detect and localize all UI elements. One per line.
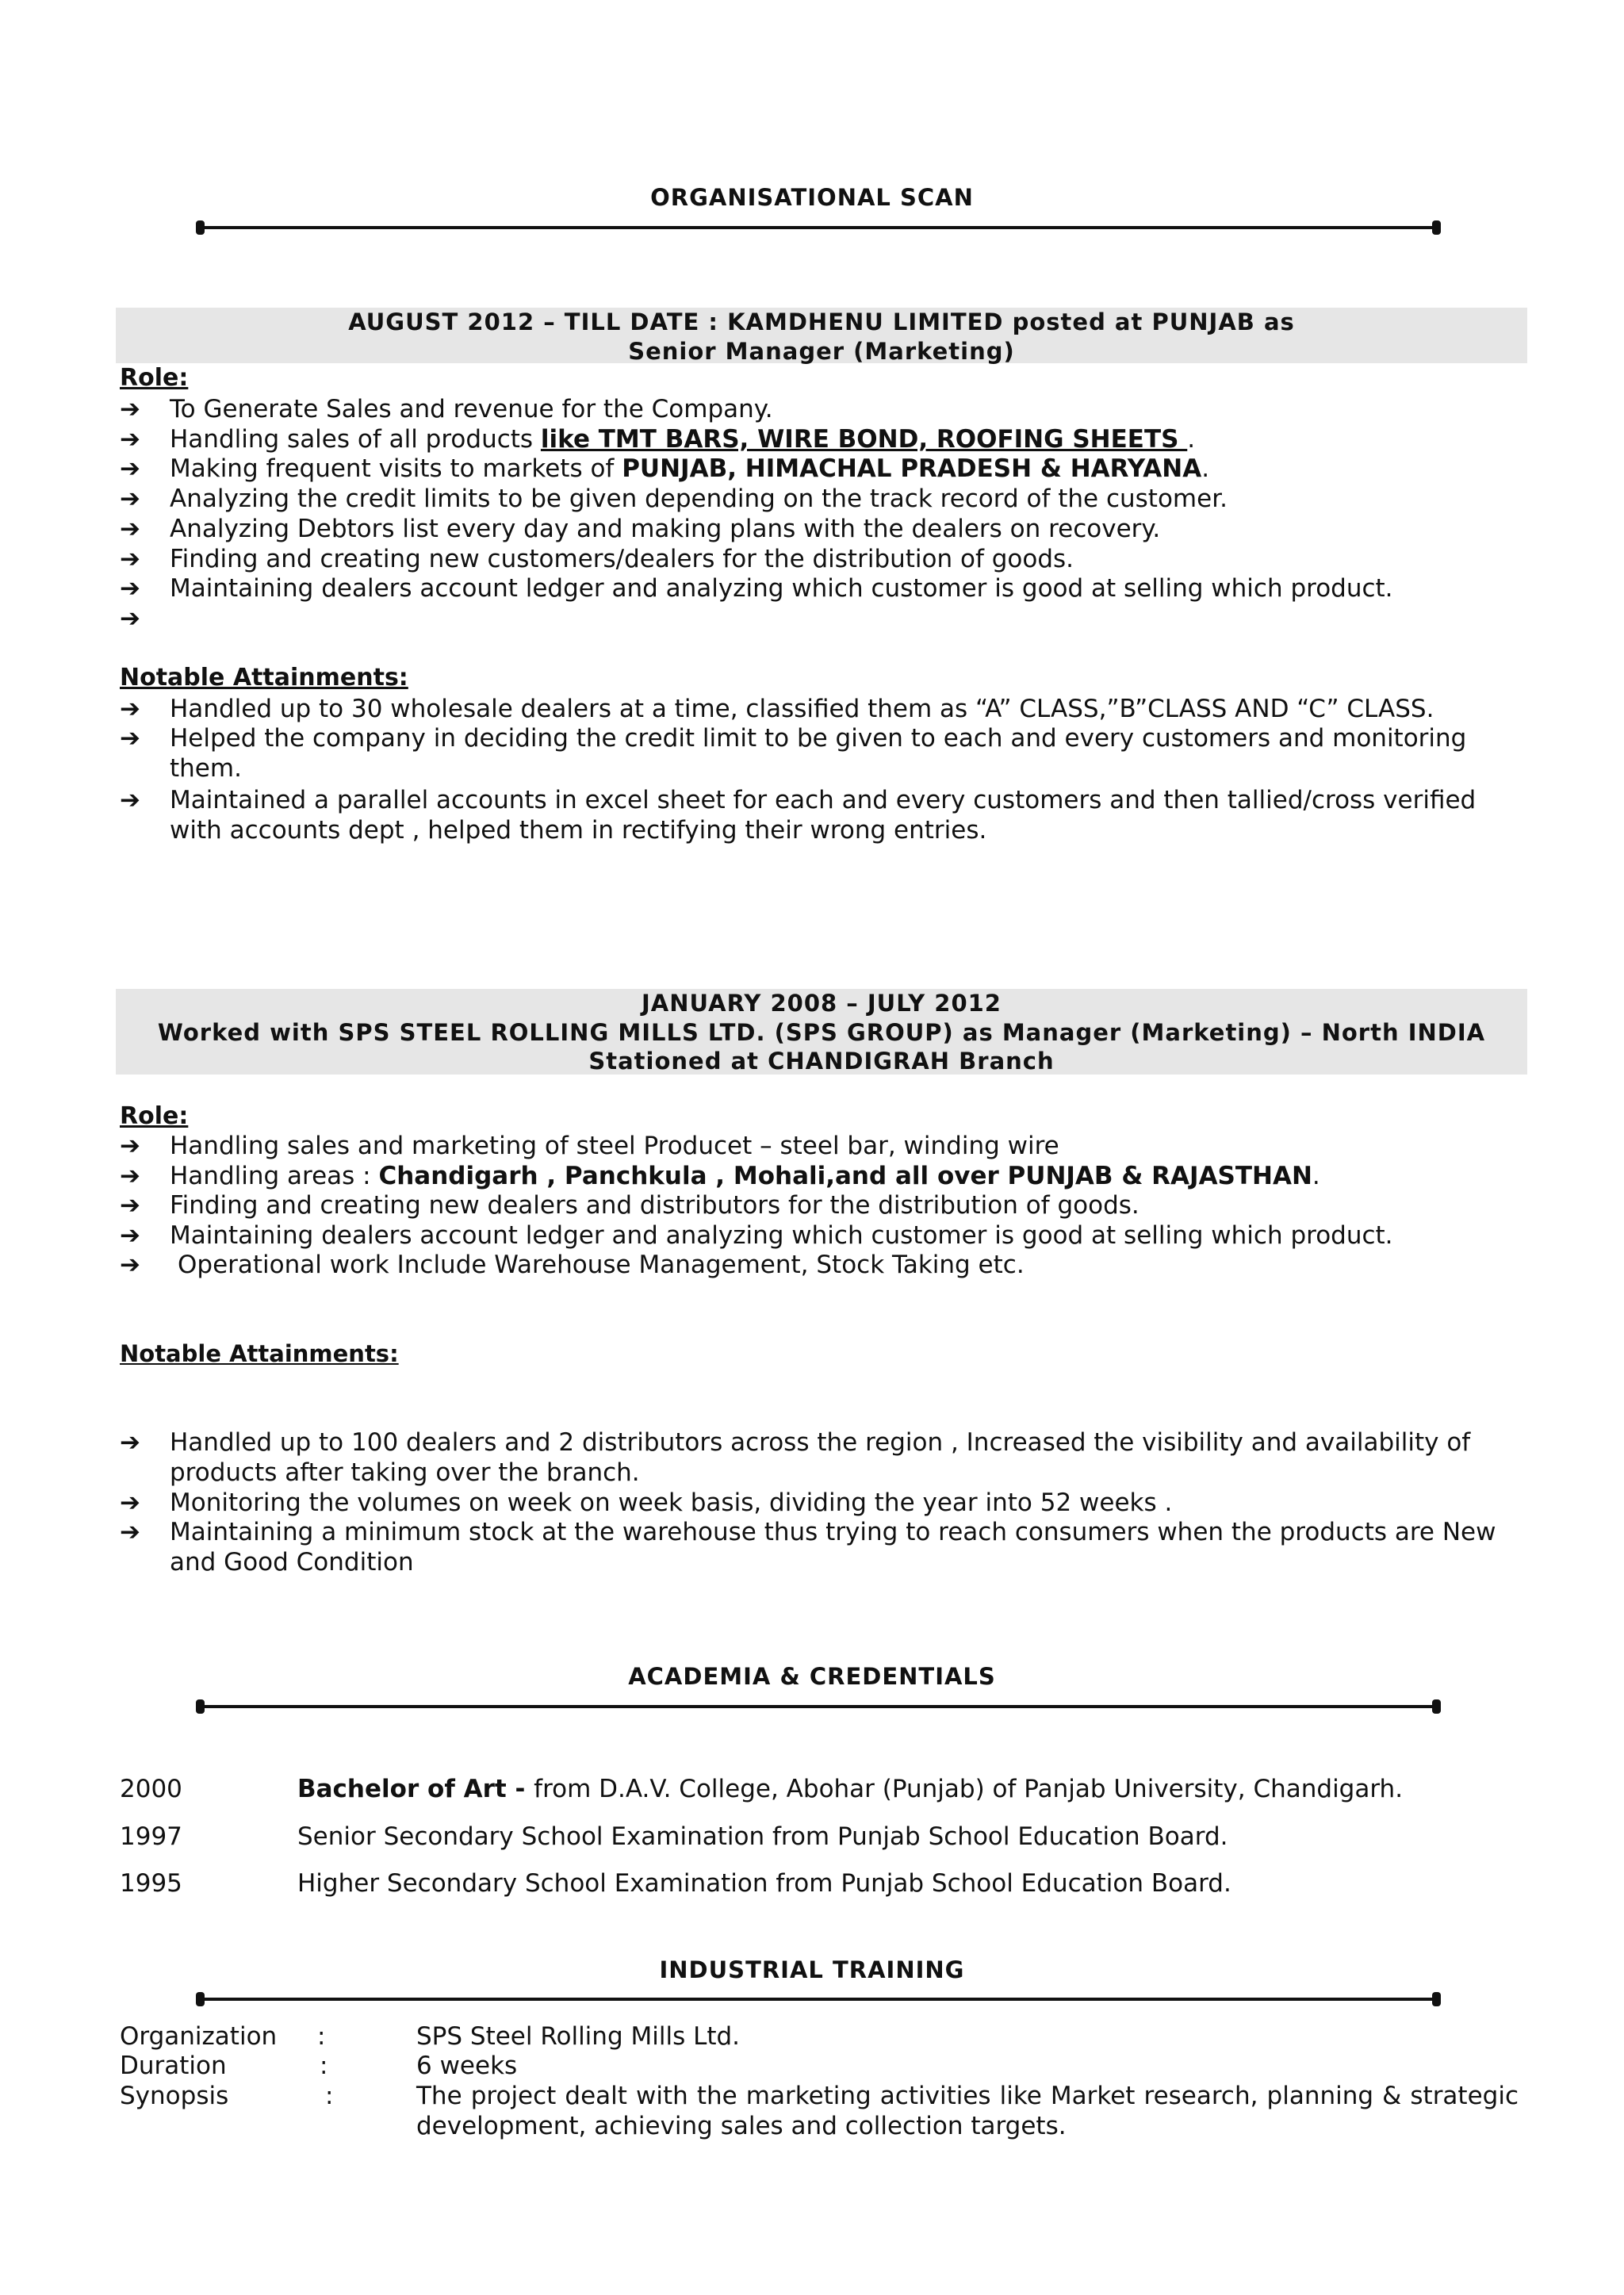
attainments-heading: Notable Attainments: bbox=[120, 1340, 399, 1367]
list-item: ➔ Maintaining dealers account ledger and analyzing which customer is good at selling which product. bbox=[120, 574, 1393, 603]
training-label: Synopsis bbox=[120, 2082, 229, 2110]
list-item: ➔ Handled up to 30 wholesale dealers at a time, classified them as “A” CLASS,”B”CLASS AND “C” CLASS. bbox=[120, 695, 1434, 723]
list-item: ➔ Helped the company in deciding the credit limit to be given to each and every customers and monitoring them. bbox=[120, 724, 1467, 783]
arrow-right-icon: ➔ bbox=[120, 545, 140, 573]
arrow-right-icon: ➔ bbox=[120, 786, 140, 814]
list-item: ➔ Maintained a parallel accounts in excel sheet for each and every customers and then tallied/cross verified with accounts dept , helped them in rectifying their wrong entries. bbox=[120, 786, 1477, 845]
edu-detail: Higher Secondary School Examination from Punjab School Education Board. bbox=[297, 1869, 1231, 1898]
section-title-organisational-scan: ORGANISATIONAL SCAN bbox=[650, 184, 974, 211]
list-item: ➔ Analyzing Debtors list every day and making plans with the dealers on recovery. bbox=[120, 515, 1161, 543]
list-item: ➔ Finding and creating new dealers and distributors for the distribution of goods. bbox=[120, 1191, 1139, 1220]
list-item: ➔ Making frequent visits to markets of PUNJAB, HIMACHAL PRADESH & HARYANA. bbox=[120, 454, 1210, 483]
arrow-right-icon: ➔ bbox=[120, 1251, 140, 1279]
job1-title-line1: AUGUST 2012 – TILL DATE : KAMDHENU LIMITED posted at PUNJAB as bbox=[348, 308, 1295, 335]
training-sep: : bbox=[325, 2082, 334, 2110]
arrow-right-icon: ➔ bbox=[120, 724, 140, 753]
section-title-training: INDUSTRIAL TRAINING bbox=[659, 1956, 965, 1983]
list-item: ➔ Finding and creating new customers/dealers for the distribution of goods. bbox=[120, 545, 1074, 573]
arrow-right-icon: ➔ bbox=[120, 1518, 140, 1546]
list-item: ➔ Monitoring the volumes on week on week basis, dividing the year into 52 weeks . bbox=[120, 1488, 1173, 1517]
edu-year: 1995 bbox=[120, 1869, 182, 1898]
list-item: ➔ Handled up to 100 dealers and 2 distributors across the region , Increased the visibility and availability of products after taking over the branch. bbox=[120, 1428, 1471, 1487]
job1-title-line2: Senior Manager (Marketing) bbox=[628, 338, 1015, 365]
list-item: ➔ Handling areas : Chandigarh , Panchkula , Mohali,and all over PUNJAB & RAJASTHAN. bbox=[120, 1162, 1320, 1190]
arrow-right-icon: ➔ bbox=[120, 1488, 140, 1517]
arrow-right-icon: ➔ bbox=[120, 1191, 140, 1220]
arrow-right-icon: ➔ bbox=[120, 515, 140, 543]
job2-title-line1: JANUARY 2008 – JULY 2012 bbox=[642, 990, 1002, 1017]
arrow-right-icon: ➔ bbox=[120, 425, 140, 454]
list-item: ➔ To Generate Sales and revenue for the Company. bbox=[120, 395, 773, 423]
list-item: ➔ Analyzing the credit limits to be given depending on the track record of the customer. bbox=[120, 485, 1228, 513]
list-item: ➔ Operational work Include Warehouse Management, Stock Taking etc. bbox=[120, 1251, 1025, 1279]
edu-year: 2000 bbox=[120, 1775, 182, 1803]
list-item: ➔ Handling sales of all products like TMT BARS, WIRE BOND, ROOFING SHEETS . bbox=[120, 425, 1196, 454]
section-title-academia: ACADEMIA & CREDENTIALS bbox=[628, 1663, 996, 1690]
section-divider bbox=[201, 1998, 1436, 2001]
list-item: ➔ Maintaining a minimum stock at the warehouse thus trying to reach consumers when the products are New and Good Condition bbox=[120, 1518, 1496, 1577]
arrow-right-icon: ➔ bbox=[120, 1132, 140, 1160]
arrow-right-icon: ➔ bbox=[120, 1221, 140, 1250]
arrow-right-icon: ➔ bbox=[120, 574, 140, 603]
section-divider bbox=[201, 226, 1436, 229]
list-item: ➔ Maintaining dealers account ledger and analyzing which customer is good at selling which product. bbox=[120, 1221, 1393, 1250]
edu-detail: Senior Secondary School Examination from Punjab School Education Board. bbox=[297, 1822, 1228, 1851]
training-label: Duration bbox=[120, 2052, 227, 2080]
role-heading: Role: bbox=[120, 1102, 189, 1130]
attainments-heading: Notable Attainments: bbox=[120, 664, 408, 692]
edu-year: 1997 bbox=[120, 1822, 182, 1851]
arrow-right-icon: ➔ bbox=[120, 1162, 140, 1190]
training-sep: : bbox=[320, 2052, 328, 2080]
arrow-right-icon: ➔ bbox=[120, 395, 140, 423]
arrow-right-icon: ➔ bbox=[120, 604, 140, 633]
role-heading: Role: bbox=[120, 364, 189, 392]
arrow-right-icon: ➔ bbox=[120, 454, 140, 483]
edu-detail: Bachelor of Art - from D.A.V. College, Abohar (Punjab) of Panjab University, Chandigarh. bbox=[297, 1775, 1404, 1803]
list-item: ➔ Handling sales and marketing of steel Producet – steel bar, winding wire bbox=[120, 1132, 1059, 1160]
training-value: 6 weeks bbox=[416, 2052, 518, 2080]
training-label: Organization bbox=[120, 2022, 278, 2051]
arrow-right-icon: ➔ bbox=[120, 485, 140, 513]
job2-title-line2: Worked with SPS STEEL ROLLING MILLS LTD. (SPS GROUP) as Manager (Marketing) – North INDIA bbox=[157, 1019, 1486, 1046]
training-value: The project dealt with the marketing activities like Market research, planning & strategic development, achieving sales and collection targets. bbox=[416, 2082, 1519, 2140]
training-sep: : bbox=[317, 2022, 326, 2051]
arrow-right-icon: ➔ bbox=[120, 695, 140, 723]
job2-title-line3: Stationed at CHANDIGRAH Branch bbox=[588, 1048, 1055, 1075]
arrow-right-icon: ➔ bbox=[120, 1428, 140, 1457]
section-divider bbox=[201, 1705, 1436, 1708]
training-value: SPS Steel Rolling Mills Ltd. bbox=[416, 2022, 741, 2051]
